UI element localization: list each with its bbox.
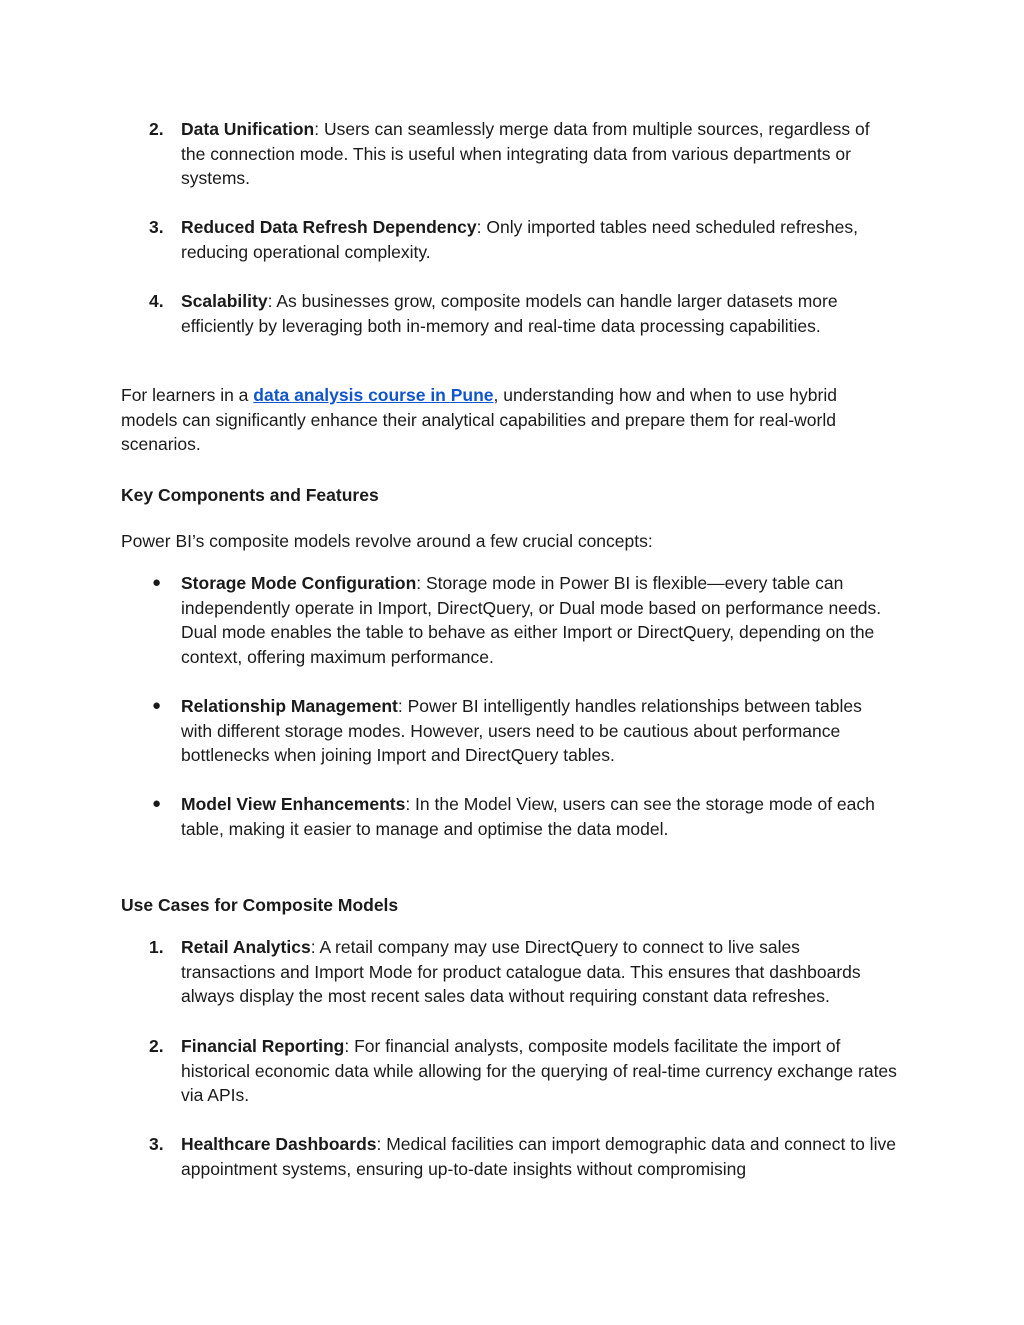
course-link[interactable]: data analysis course in Pune — [253, 385, 494, 405]
list-item-text: : Storage mode in Power BI is flexible—every table can independently operate in Import, DirectQuery, or Dual mode based on performance needs. Dual mode enables the table to behave as either Import or DirectQuery, depending on the context, offering maximum performance. — [181, 573, 882, 667]
list-item-text: : As businesses grow, composite models can handle larger datasets more efficiently by leveraging both in-memory and real-time data processing capabilities. — [181, 291, 838, 336]
list-item-title: Reduced Data Refresh Dependency — [181, 217, 477, 237]
list-number: 3. — [149, 217, 164, 237]
list-item-body — [181, 289, 897, 338]
list-item-body — [181, 694, 897, 768]
list-item-title: Scalability — [181, 291, 268, 311]
learners-paragraph — [121, 383, 891, 457]
list-item-text: : Power BI intelligently handles relationships between tables with different storage modes. However, users need to be cautious about performance bottlenecks when joining Import and DirectQuery tables. — [181, 696, 862, 765]
list-item-body — [181, 792, 897, 841]
list-number: 4. — [149, 291, 164, 311]
list-item-text: : In the Model View, users can see the storage mode of each table, making it easier to manage and optimise the data model. — [181, 794, 875, 839]
bullet-icon: ● — [152, 574, 162, 591]
list-item-text: : A retail company may use DirectQuery to connect to live sales transactions and Import Mode for product catalogue data. This ensures that dashboards always display the most recent sales data without requiring constant data refreshes. — [181, 937, 861, 1006]
list-item-title: Healthcare Dashboards — [181, 1134, 377, 1154]
list-item-text: : Only imported tables need scheduled refreshes, reducing operational complexity. — [181, 217, 858, 262]
paragraph-text-after: , understanding how and when to use hybrid models can significantly enhance their analytical capabilities and prepare them for real-world scenarios. — [121, 385, 837, 454]
list-item-title: Financial Reporting — [181, 1036, 345, 1056]
list-item-title: Model View Enhancements — [181, 794, 406, 814]
list-item-text: : For financial analysts, composite models facilitate the import of historical economic data while allowing for the querying of real-time currency exchange rates via APIs. — [181, 1036, 897, 1105]
bullet-icon: ● — [152, 697, 162, 714]
section-heading-use-cases: Use Cases for Composite Models — [121, 895, 399, 915]
list-item-body — [181, 1034, 897, 1108]
section-heading-key-components: Key Components and Features — [121, 485, 379, 505]
list-number: 2. — [149, 119, 164, 139]
bullet-icon: ● — [152, 795, 162, 812]
list-number: 1. — [149, 937, 164, 957]
list-item-title: Relationship Management — [181, 696, 398, 716]
list-item-title: Data Unification — [181, 119, 315, 139]
key-components-intro: Power BI’s composite models revolve around a few crucial concepts: — [121, 531, 653, 551]
list-item-body — [181, 571, 897, 669]
list-item-body — [181, 1132, 897, 1181]
list-item-body — [181, 117, 897, 191]
list-item-body — [181, 215, 897, 264]
list-item-text: : Users can seamlessly merge data from multiple sources, regardless of the connection mode. This is useful when integrating data from various departments or systems. — [181, 119, 870, 188]
list-item-title: Storage Mode Configuration — [181, 573, 417, 593]
list-number: 2. — [149, 1036, 164, 1056]
list-item-body — [181, 935, 897, 1009]
list-item-title: Retail Analytics — [181, 937, 311, 957]
paragraph-text-before: For learners in a — [121, 385, 254, 405]
list-number: 3. — [149, 1134, 164, 1154]
list-item-text: : Medical facilities can import demographic data and connect to live appointment systems, ensuring up-to-date insights without compromising — [181, 1134, 896, 1179]
